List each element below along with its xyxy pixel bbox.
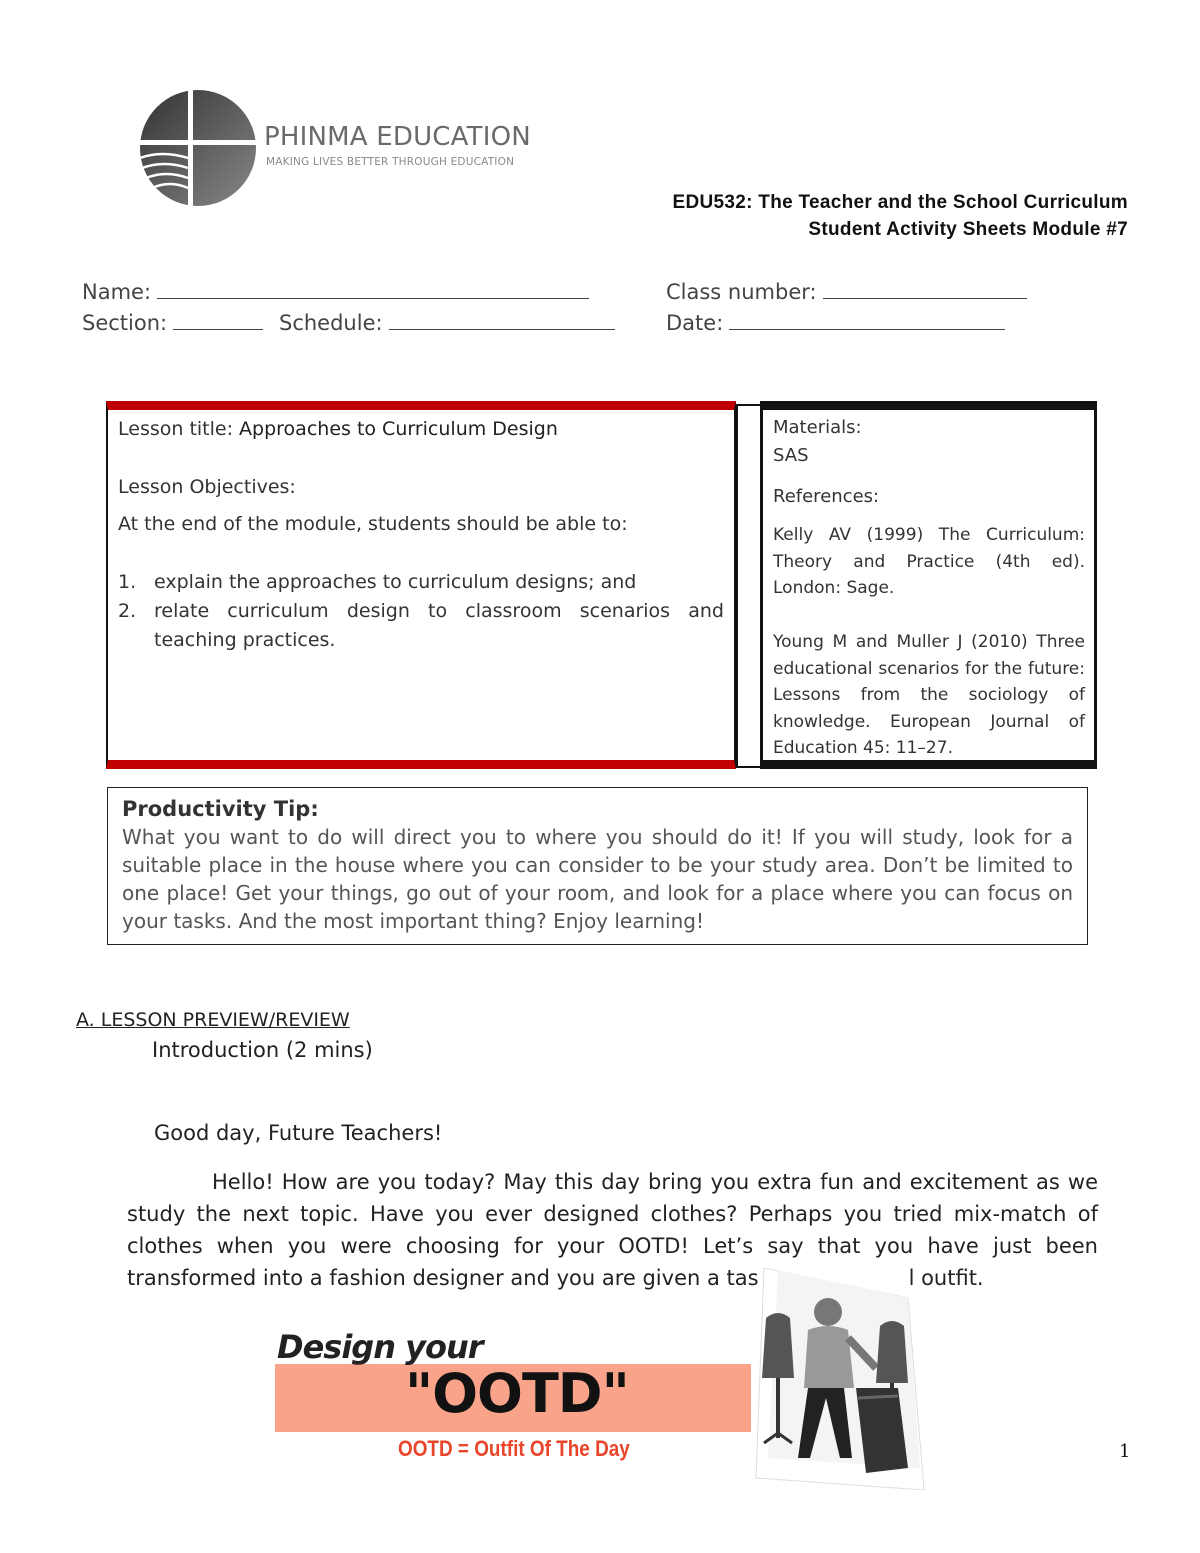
page-number: 1: [1119, 1441, 1131, 1462]
banner-ootd-text: "OOTD": [405, 1362, 629, 1425]
section-label: Section:: [82, 311, 168, 335]
section-heading: A. LESSON PREVIEW/REVIEW: [76, 1009, 350, 1031]
name-label: Name:: [82, 280, 152, 304]
objective-text: explain the approaches to curriculum designs; and: [154, 571, 637, 593]
logo-name: PHINMA EDUCATION: [264, 122, 531, 152]
objectives-intro: At the end of the module, students should be able to:: [118, 513, 628, 535]
intro-paragraph-tail: l outfit.: [908, 1266, 984, 1290]
greeting: Good day, Future Teachers!: [154, 1121, 443, 1145]
course-subtitle: Student Activity Sheets Module #7: [808, 219, 1128, 240]
schedule-blank[interactable]: [389, 309, 615, 330]
date-blank[interactable]: [729, 309, 1005, 330]
schedule-label: Schedule:: [279, 311, 383, 335]
box-separator-line: [736, 404, 738, 768]
materials-box: [760, 401, 1097, 769]
references-label: References:: [773, 486, 880, 507]
section-blank[interactable]: [173, 309, 263, 330]
box-separator: [736, 404, 762, 768]
date-label: Date:: [666, 311, 724, 335]
reference-item: Young M and Muller J (2010) Three educational scenarios for the future: Lessons from the sociology of knowledge. European Journal of Education 45: 11–27.: [773, 632, 1085, 758]
materials-label: Materials:: [773, 417, 862, 438]
name-field[interactable]: [82, 278, 589, 304]
section-field[interactable]: [82, 309, 263, 335]
objective-number: 2.: [118, 600, 137, 622]
objective-number: 1.: [118, 571, 137, 593]
intro-paragraph-text: Hello! How are you today? May this day bring you extra fun and excitement as we study the next topic. Have you ever designed clothes? Perhaps you tried mix-match of clothes when you were choosing for your OOTD! Let’s say that you have just been transformed into a fashion designer and you are given a tas: [127, 1170, 1098, 1290]
class-number-label: Class number:: [666, 280, 817, 304]
objective-item: [118, 568, 724, 597]
phinma-logo-mark: [132, 88, 258, 208]
materials-value: SAS: [773, 445, 809, 466]
objective-item: [118, 597, 724, 655]
banner-definition: OOTD = Outfit Of The Day: [398, 1436, 630, 1461]
lesson-box: [106, 401, 736, 769]
intro-heading: Introduction (2 mins): [152, 1038, 373, 1062]
reference-item: Kelly AV (1999) The Curriculum: Theory and Practice (4th ed). London: Sage.: [773, 525, 1085, 598]
schedule-field[interactable]: [279, 309, 615, 335]
tip-title: Productivity Tip:: [122, 797, 319, 821]
class-number-field[interactable]: [666, 278, 1027, 304]
lesson-title-label: Lesson title:: [118, 418, 240, 440]
lesson-title-value: Approaches to Curriculum Design: [239, 418, 558, 440]
productivity-tip-box: [107, 787, 1088, 945]
logo-tagline: MAKING LIVES BETTER THROUGH EDUCATION: [266, 156, 515, 168]
lesson-title: [118, 418, 558, 440]
name-blank[interactable]: [157, 278, 589, 299]
objectives-label: Lesson Objectives:: [118, 476, 296, 498]
date-field[interactable]: [666, 309, 1005, 335]
objectives-list: [118, 568, 724, 655]
class-number-blank[interactable]: [823, 278, 1027, 299]
objective-text: relate curriculum design to classroom scenarios and teaching practices.: [154, 600, 724, 651]
fashion-designer-illustration: [748, 1268, 926, 1490]
tip-body: What you want to do will direct you to where you should do it! If you will study, look for a suitable place in the house where you can consider to be your study area. Don’t be limited to one place! Get your things, go out of your room, and look for a place where you can focus on your tasks. And the most important thing? Enjoy learning!: [122, 825, 1073, 933]
course-title: EDU532: The Teacher and the School Curriculum: [672, 192, 1128, 213]
intro-paragraph: [127, 1166, 1098, 1294]
banner-design-text: Design your: [277, 1328, 483, 1366]
